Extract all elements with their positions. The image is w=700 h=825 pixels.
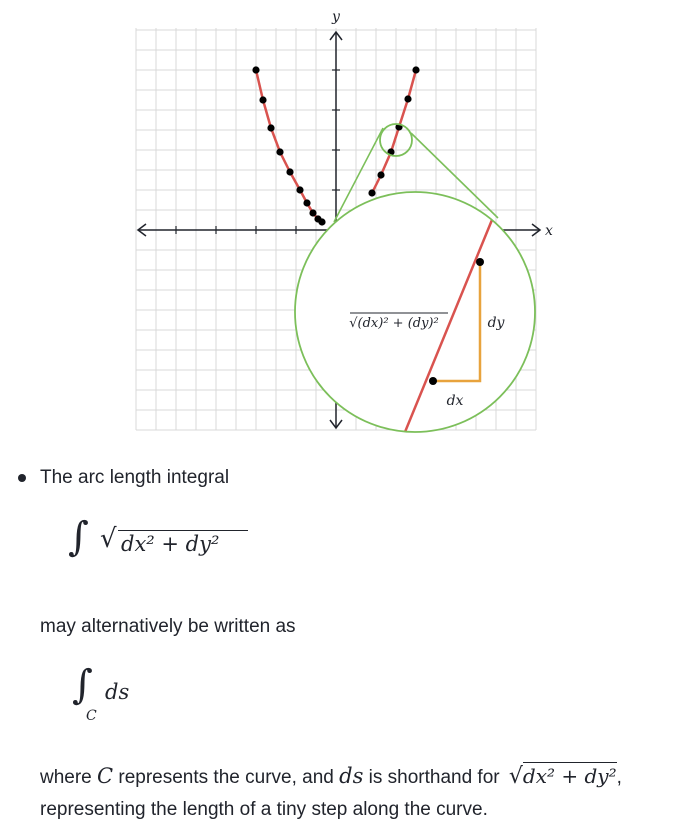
closing-line-2: representing the length of a tiny step along the curve. — [40, 799, 488, 820]
zoom-point-end — [476, 258, 484, 266]
hypotenuse-label: √(dx)² + (dy)² — [349, 316, 439, 331]
dx-label: dx — [446, 393, 464, 409]
alternate-form-text: may alternatively be written as — [40, 616, 296, 637]
sample-point — [404, 95, 411, 102]
closing-ds: ds — [339, 764, 364, 788]
closing-part2: represents the curve, and — [113, 767, 340, 788]
sample-point — [309, 209, 316, 216]
sqrt-overbar — [118, 530, 248, 531]
zoom-circle-background — [295, 192, 535, 432]
curve-left-branch — [256, 70, 322, 222]
sample-point — [368, 189, 375, 196]
integral-subscript: C — [86, 708, 97, 724]
closing-sqrt — [509, 762, 617, 792]
sample-point — [303, 199, 310, 206]
integral-sign: ∫ — [68, 514, 89, 560]
arc-length-formula — [68, 514, 268, 580]
line-integral-formula — [72, 662, 192, 738]
sample-point — [267, 124, 274, 131]
sqrt-radicand: dx² + dy² — [121, 532, 220, 556]
zoom-point-start — [429, 377, 437, 385]
intro-text: The arc length integral — [40, 467, 230, 488]
sample-point — [318, 218, 325, 225]
sample-point — [286, 168, 293, 175]
closing-part3: is shorthand for — [363, 767, 505, 788]
sample-point — [412, 66, 419, 73]
x-axis-label: x — [545, 223, 553, 239]
sample-point — [296, 186, 303, 193]
axis-ticks — [176, 70, 340, 234]
closing-part1: where — [40, 767, 98, 788]
integral-sign-2: ∫ — [72, 662, 93, 708]
closing-sqrt-symbol: √ — [508, 764, 523, 789]
sqrt-symbol: √ — [100, 524, 117, 554]
y-axis-label: y — [332, 9, 340, 25]
sample-point — [259, 96, 266, 103]
sample-point — [276, 148, 283, 155]
bullet-marker — [18, 474, 26, 482]
sample-point — [252, 66, 259, 73]
dy-label: dy — [487, 315, 505, 331]
closing-comma: , — [616, 767, 622, 788]
sample-point — [377, 171, 384, 178]
integrand-ds: ds — [105, 680, 130, 704]
closing-radicand: dx² + dy² — [522, 764, 617, 788]
closing-line-1 — [40, 762, 622, 792]
closing-C: C — [97, 764, 114, 788]
